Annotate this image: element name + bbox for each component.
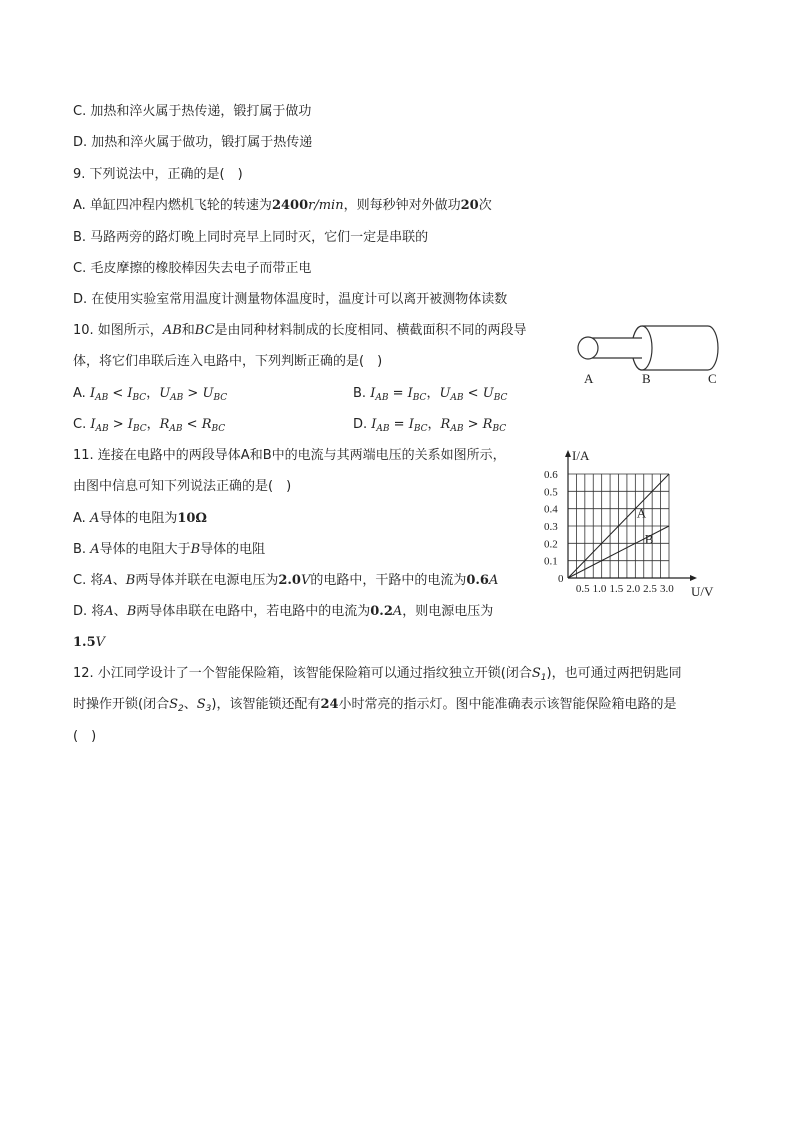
q10-var-bc: BC xyxy=(194,323,215,338)
q8-option-d: D. 加热和淬火属于做功，锻打属于热传递 xyxy=(73,135,313,150)
x-tick-label: 1.0 xyxy=(592,583,607,595)
series-label-A: A xyxy=(636,505,647,521)
x-tick-label: 2.0 xyxy=(626,583,641,595)
q11-option-d: D. 将A、B两导体串联在电路中，若电路中的电流为0.2A，则电源电压为 xyxy=(73,604,494,619)
q9a-end: 次 xyxy=(478,198,492,213)
q10-stem-line1 xyxy=(73,322,527,340)
q11a-prefix: A. xyxy=(73,511,90,526)
q12-stem-line1: 12. 小江同学设计了一个智能保险箱，该智能保险箱可以通过指纹独立开锁(闭合$S_1$)，也可通过两把钥匙同 xyxy=(73,666,682,683)
q8-option-c: C. 加热和淬火属于热传递，锻打属于做功 xyxy=(73,104,312,119)
q11-stem-line2: 由图中信息可知下列说法正确的是( ) xyxy=(73,479,292,494)
q11a-value: 10Ω xyxy=(177,511,208,526)
x-axis-arrow xyxy=(690,575,697,581)
q10-option-d: D. $I_{AB} = I_{BC}$，$R_{AB} > R_{BC}$ xyxy=(353,417,507,434)
y-tick-label: 0.1 xyxy=(544,555,558,568)
y-tick-label: 0.6 xyxy=(544,469,558,481)
series-label-B: B xyxy=(644,531,654,547)
q11-option-a xyxy=(73,510,207,528)
q10-stem-line2: 体，将它们串联后连入电路中，下列判断正确的是( ) xyxy=(73,354,383,369)
label-b: B xyxy=(642,371,651,386)
q11-stem-line1: 11. 连接在电路中的两段导体A和B中的电流与其两端电压的关系如图所示， xyxy=(73,448,506,463)
cylinder-ab-face xyxy=(578,337,598,359)
y-tick-label: 0.4 xyxy=(544,503,558,516)
q10-and: 和 xyxy=(181,323,195,338)
q9-stem: 9. 下列说法中，正确的是( ) xyxy=(73,167,243,182)
y-tick-label: 0.2 xyxy=(544,538,558,551)
q9a-value: 2400 xyxy=(271,198,309,213)
q9a-unit: r/min xyxy=(308,198,344,213)
y-tick-label: 0.3 xyxy=(544,521,558,533)
q12-stem-line2: 时操作开锁(闭合$S_2$、$S_3$)，该智能锁还配有24小时常亮的指示灯。图中能准确表示该智能保险箱电路的是 xyxy=(73,697,677,714)
x-axis-label: U/V xyxy=(691,584,714,599)
q9a-text2: ，则每秒钟对外做功 xyxy=(343,198,461,213)
y-axis-arrow xyxy=(565,450,571,457)
q10-option-a: A. $I_{AB} < I_{BC}$，$U_{AB} > U_{BC}$ xyxy=(73,386,228,403)
q9-option-d: D. 在使用实验室常用温度计测量物体温度时，温度计可以离开被测物体读数 xyxy=(73,292,508,307)
q11-option-b: B. A导体的电阻大于B导体的电阻 xyxy=(73,542,266,557)
q10-option-c: C. $I_{AB} > I_{BC}$，$R_{AB} < R_{BC}$ xyxy=(73,417,226,434)
q9-option-a xyxy=(73,197,492,215)
iu-chart xyxy=(538,448,724,602)
q9-option-b: B. 马路两旁的路灯晚上同时亮早上同时灭，它们一定是串联的 xyxy=(73,230,429,245)
q10-var-ab: AB xyxy=(162,323,182,338)
q9a-text: A. 单缸四冲程内燃机飞轮的转速为 xyxy=(73,198,272,213)
q10-option-b: B. $I_{AB} = I_{BC}$，$U_{AB} < U_{BC}$ xyxy=(353,386,508,403)
x-tick-label: 3.0 xyxy=(660,583,674,595)
label-c: C xyxy=(708,371,717,386)
q10-text2: 是由同种材料制成的长度相同、横截面积不同的两段导 xyxy=(214,323,527,338)
label-a: A xyxy=(584,371,594,386)
q10-text: 10. 如图所示， xyxy=(73,323,163,338)
x-tick-label: 1.5 xyxy=(609,583,624,595)
x-tick-label: 0.5 xyxy=(575,583,590,595)
q11-option-c: C. 将A、B两导体并联在电源电压为2.0V的电路中，干路中的电流为0.6A xyxy=(73,573,499,588)
conductor-figure xyxy=(572,318,732,390)
q11-option-d-cont: 1.5V xyxy=(73,635,106,650)
origin-label: 0 xyxy=(558,573,564,585)
q12-stem-line3: ( ) xyxy=(73,729,97,744)
y-axis-label: I/A xyxy=(572,448,590,463)
q9a-number: 20 xyxy=(460,198,479,213)
y-tick-label: 0.5 xyxy=(544,486,558,499)
x-tick-label: 2.5 xyxy=(643,583,657,595)
q9-option-c: C. 毛皮摩擦的橡胶棒因失去电子而带正电 xyxy=(73,261,312,276)
q11a-text: 导体的电阻为 xyxy=(99,511,178,526)
q11a-var: A xyxy=(89,511,100,526)
